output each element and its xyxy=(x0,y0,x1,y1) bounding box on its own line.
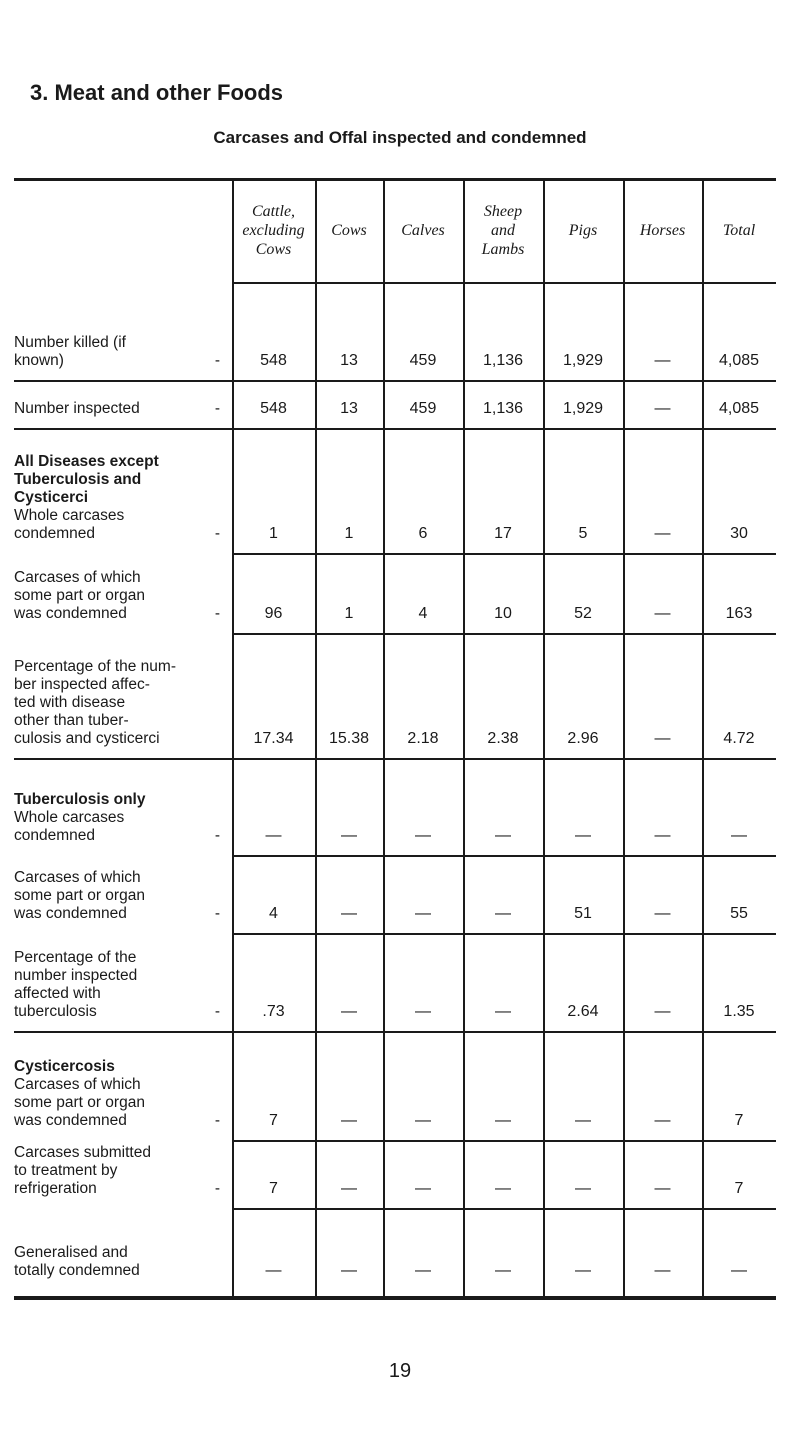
table-cell: 17.34 xyxy=(253,730,294,747)
column-header-line: Cattle, xyxy=(251,202,296,220)
table-cell: 1,929 xyxy=(562,400,604,417)
table-cell: — xyxy=(654,352,671,369)
table-cell: — xyxy=(415,1112,431,1129)
column-rule xyxy=(315,178,317,1296)
table-cell: 55 xyxy=(730,905,748,922)
table-cell: — xyxy=(654,1112,671,1129)
column-header xyxy=(383,221,463,240)
row-label-line: number inspected xyxy=(14,967,138,984)
table-cell: — xyxy=(495,905,511,922)
table-cell: — xyxy=(654,1262,671,1279)
section-title: 3. Meat and other Foods xyxy=(30,80,284,105)
leader-dash: - xyxy=(214,352,220,369)
table-cell: 30 xyxy=(730,525,748,542)
row-label-line: Carcases submitted xyxy=(14,1144,151,1161)
row-rule xyxy=(232,553,776,555)
row-label-line: was condemned xyxy=(14,1112,127,1129)
table-cell: 7 xyxy=(734,1112,744,1129)
row-label-line: was condemned xyxy=(14,905,127,922)
table-cell: 4.72 xyxy=(723,730,755,747)
table-cell: 1 xyxy=(269,525,278,542)
table-cell: — xyxy=(495,1003,511,1020)
column-rule xyxy=(623,178,625,1296)
row-rule xyxy=(14,428,776,430)
row-label-line: some part or organ xyxy=(14,587,145,604)
row-rule xyxy=(232,1140,776,1142)
table-cell: 7 xyxy=(734,1180,744,1197)
row-rule xyxy=(232,933,776,935)
row-label-line: Percentage of the xyxy=(14,949,137,966)
table-cell: — xyxy=(415,827,431,844)
row-rule xyxy=(232,633,776,635)
column-header-line: Total xyxy=(722,221,756,239)
table-cell: — xyxy=(341,1180,357,1197)
table-cell: 2.38 xyxy=(487,730,519,747)
table-cell: — xyxy=(495,827,511,844)
row-label-line: Carcases of which xyxy=(14,869,141,886)
column-header-line: Calves xyxy=(401,221,445,239)
table-cell: 7 xyxy=(269,1112,278,1129)
column-header-line: and xyxy=(491,221,515,239)
leader-dash: - xyxy=(214,827,220,844)
column-rule xyxy=(702,178,704,1296)
table-cell: — xyxy=(341,905,357,922)
table-cell: 6 xyxy=(418,525,428,542)
row-rule xyxy=(232,1208,776,1210)
row-label xyxy=(14,1058,232,1130)
table-cell: 459 xyxy=(409,400,437,417)
row-label-line: Number killed (if xyxy=(14,334,126,351)
leader-dash: - xyxy=(214,905,220,922)
table-cell: 548 xyxy=(260,352,287,369)
row-label-line: condemned xyxy=(14,827,96,844)
leader-dash: - xyxy=(214,1180,220,1197)
column-header-line: Cows xyxy=(255,240,292,258)
row-label-line: condemned xyxy=(14,525,96,542)
table-cell: 7 xyxy=(269,1180,278,1197)
table-cell: 1,136 xyxy=(482,352,524,369)
column-header-line: Lambs xyxy=(481,240,525,258)
row-label-line: refrigeration xyxy=(14,1180,97,1197)
table-cell: — xyxy=(654,400,671,417)
table-cell: — xyxy=(654,605,671,622)
table-cell: — xyxy=(415,1003,431,1020)
table-cell: 1 xyxy=(344,605,354,622)
table-cell: — xyxy=(265,1262,282,1279)
row-label xyxy=(14,658,232,748)
leader-dash: - xyxy=(214,1112,220,1129)
column-header-line: Horses xyxy=(639,221,686,239)
row-label-line: affected with xyxy=(14,985,101,1002)
table-cell: 1.35 xyxy=(723,1003,755,1020)
header-rule xyxy=(232,282,776,284)
table-cell: 4,085 xyxy=(718,352,760,369)
table-cell: 96 xyxy=(264,605,283,622)
table-cell: — xyxy=(341,1003,357,1020)
row-label xyxy=(14,869,232,923)
leader-dash: - xyxy=(214,1003,220,1020)
column-header xyxy=(315,221,383,240)
table-cell: — xyxy=(575,1262,591,1279)
row-label-line: ted with disease xyxy=(14,694,126,711)
table-cell: 548 xyxy=(260,400,287,417)
table-cell: — xyxy=(575,827,591,844)
table-cell: 13 xyxy=(340,352,358,369)
row-rule xyxy=(14,758,776,760)
table-cell: — xyxy=(654,1180,671,1197)
row-label xyxy=(14,1144,232,1198)
row-rule xyxy=(14,380,776,382)
table-cell: — xyxy=(654,1003,671,1020)
row-rule xyxy=(232,855,776,857)
table-cell: 15.38 xyxy=(328,730,370,747)
row-label xyxy=(14,569,232,623)
row-label-line: some part or organ xyxy=(14,1094,145,1111)
table-cell: — xyxy=(415,1262,431,1279)
table-cell: 1,136 xyxy=(482,400,524,417)
row-label-heading: Tuberculosis and xyxy=(14,471,142,488)
row-label-heading: All Diseases except xyxy=(14,453,159,470)
table-cell: 2.96 xyxy=(567,730,599,747)
row-label-line: other than tuber- xyxy=(14,712,129,729)
table-cell: 163 xyxy=(725,605,753,622)
column-header-line: excluding xyxy=(242,221,305,239)
row-label-line: Number inspected xyxy=(14,400,140,417)
row-label-heading: Cysticercosis xyxy=(14,1058,115,1075)
leader-dash: - xyxy=(214,525,220,542)
inspection-table xyxy=(14,178,776,1438)
row-label-line: some part or organ xyxy=(14,887,145,904)
row-label xyxy=(14,453,232,543)
table-cell: 10 xyxy=(494,605,512,622)
table-cell: 1 xyxy=(344,525,354,542)
row-label-line: culosis and cysticerci xyxy=(14,730,160,747)
row-label-line: totally condemned xyxy=(14,1262,140,1279)
table-subtitle: Carcases and Offal inspected and condemned xyxy=(213,128,587,147)
table-cell: — xyxy=(731,827,747,844)
table-cell: 4 xyxy=(418,605,428,622)
table-cell: 2.64 xyxy=(567,1003,599,1020)
column-header-line: Sheep xyxy=(483,202,523,220)
row-label xyxy=(14,400,232,418)
table-cell: 2.18 xyxy=(407,730,439,747)
row-label xyxy=(14,334,232,370)
row-label-line: Carcases of which xyxy=(14,569,141,586)
table-cell: — xyxy=(415,1180,431,1197)
table-cell: — xyxy=(495,1180,511,1197)
leader-dash: - xyxy=(214,605,220,622)
row-label-line: Whole carcases xyxy=(14,507,125,524)
row-rule xyxy=(14,1031,776,1033)
table-cell: 51 xyxy=(574,905,592,922)
table-cell: — xyxy=(654,525,671,542)
table-cell: — xyxy=(341,1112,357,1129)
row-label-line: tuberculosis xyxy=(14,1003,97,1020)
row-label xyxy=(14,791,232,845)
table-cell: 459 xyxy=(409,352,437,369)
row-label-line: Generalised and xyxy=(14,1244,128,1261)
table-cell: 5 xyxy=(578,525,588,542)
column-header xyxy=(623,221,702,240)
bottom-rule xyxy=(14,1296,776,1300)
row-label-line: Whole carcases xyxy=(14,809,125,826)
row-label xyxy=(14,1244,232,1280)
table-cell: 17 xyxy=(494,525,512,542)
column-header-line: Pigs xyxy=(568,221,598,239)
column-rule xyxy=(383,178,385,1296)
table-cell: — xyxy=(575,1112,591,1129)
table-cell: — xyxy=(654,905,671,922)
table-cell: — xyxy=(495,1112,511,1129)
row-label-line: was condemned xyxy=(14,605,127,622)
table-cell: — xyxy=(575,1180,591,1197)
row-label-heading: Cysticerci xyxy=(14,489,89,506)
column-rule xyxy=(232,178,234,1296)
column-header xyxy=(543,221,623,240)
table-cell: — xyxy=(654,827,671,844)
column-rule xyxy=(543,178,545,1296)
page-number: 19 xyxy=(388,1360,412,1382)
row-label-line: Percentage of the num- xyxy=(14,658,176,675)
table-cell: — xyxy=(654,730,671,747)
table-cell: 4,085 xyxy=(718,400,760,417)
column-header-line: Cows xyxy=(331,221,367,239)
row-label xyxy=(14,949,232,1021)
row-label-heading: Tuberculosis only xyxy=(14,791,146,808)
table-cell: 4 xyxy=(269,905,278,922)
table-cell: — xyxy=(415,905,431,922)
column-rule xyxy=(463,178,465,1296)
table-cell: .73 xyxy=(262,1003,285,1020)
row-label-line: ber inspected affec- xyxy=(14,676,150,693)
top-rule xyxy=(14,178,776,181)
table-cell: — xyxy=(731,1262,747,1279)
leader-dash: - xyxy=(214,400,220,417)
column-header xyxy=(463,202,543,259)
column-header xyxy=(232,202,315,259)
column-header xyxy=(702,221,776,240)
table-cell: 13 xyxy=(340,400,358,417)
table-cell: — xyxy=(495,1262,511,1279)
table-cell: — xyxy=(341,1262,357,1279)
row-label-line: Carcases of which xyxy=(14,1076,141,1093)
table-cell: 52 xyxy=(574,605,592,622)
table-cell: — xyxy=(265,827,282,844)
row-label-line: known) xyxy=(14,352,64,369)
row-label-line: to treatment by xyxy=(14,1162,118,1179)
table-cell: — xyxy=(341,827,357,844)
table-cell: 1,929 xyxy=(562,352,604,369)
